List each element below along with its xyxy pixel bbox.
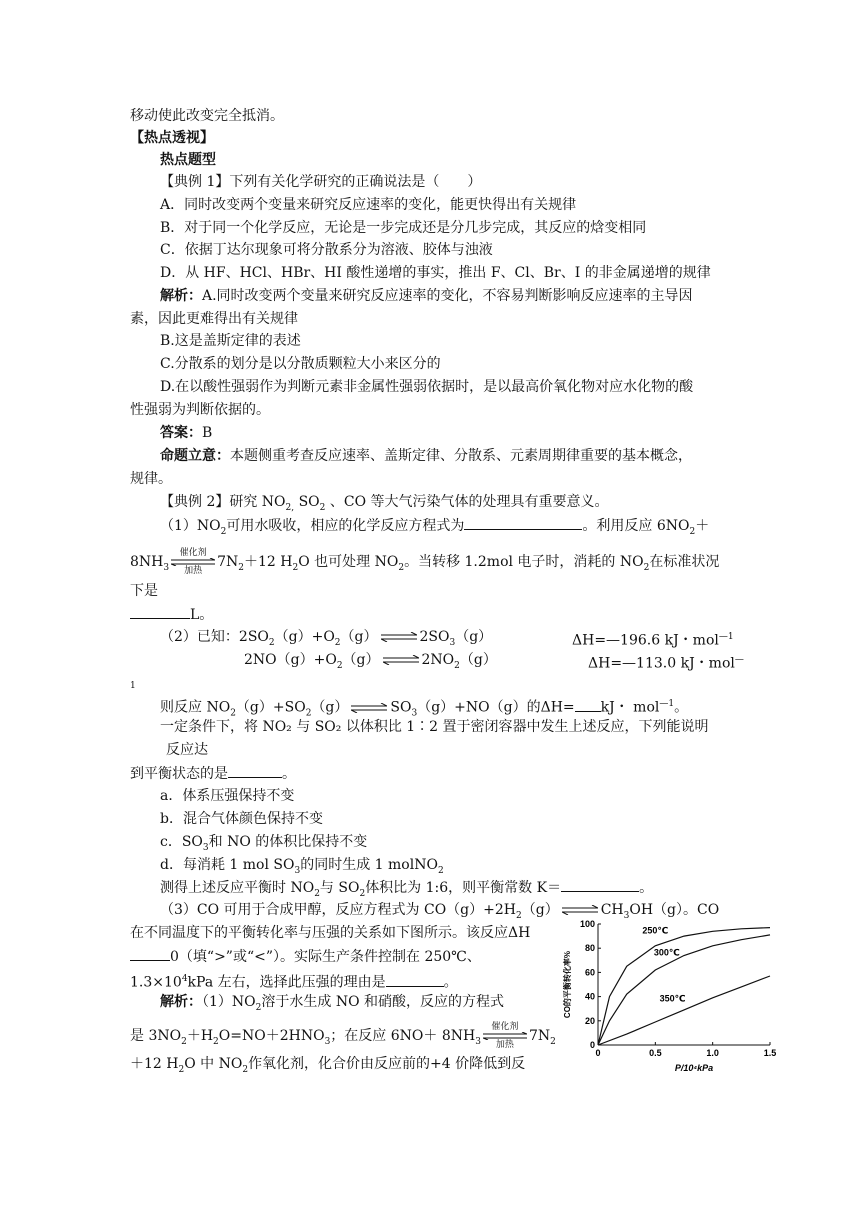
- analysis-d: D.在以酸性强弱作为判断元素非金属性强弱依据时，是以最高价氧化物对应水化物的酸: [160, 379, 694, 395]
- delta-h-2: ΔH=—113.0 kJ・mol—: [588, 655, 744, 672]
- equilibrium-arrow: [351, 703, 387, 713]
- y-tick-label: 40: [584, 991, 595, 1002]
- analysis-d-cont: 性强弱为判断依据的。: [130, 402, 270, 418]
- x-tick-label: 0: [595, 1048, 601, 1058]
- solution-2: 是 $3NO_2+H_2O=NO+2HNO_3$；在反应 $6NO+ 8NH_3$ 催化剂 加热 $7N_2$: [130, 1022, 556, 1050]
- answer-blank[interactable]: [130, 946, 170, 961]
- part-2-condition: 一定条件下，将 NO₂ 与 SO₂ 以体积比 1∶2 置于密闭容器中发生上述反应，下列能说明: [160, 719, 709, 735]
- answer-blank[interactable]: [228, 763, 282, 778]
- answer-blank[interactable]: [464, 515, 582, 530]
- equilibrium-arrow: [383, 655, 419, 665]
- part-2-eq1: （2）已知：$2SO_2(g)+O_2(g)$ $2SO_3(g)$: [160, 629, 493, 648]
- part-2-prompt: 到平衡状态的是 。: [130, 763, 296, 784]
- part-2-condition-cont: 反应达: [166, 742, 208, 758]
- equilibrium-arrow: [381, 632, 417, 642]
- equilibrium-constant: 测得上述反应平衡时 $NO_2$与 $SO_2$体积比为 1:6，则平衡常数 K＝ 。: [160, 877, 653, 904]
- x-tick-label: 0.5: [649, 1048, 662, 1058]
- choice-a: a．体系压强保持不变: [160, 788, 295, 804]
- series-label-1: 300℃: [653, 947, 680, 958]
- part-3-fill: 0（填“>”或“<”）。实际生产条件控制在 250℃、: [130, 946, 481, 967]
- series-label-0: 250℃: [642, 925, 669, 936]
- series-line-2: [598, 976, 770, 1045]
- sub-heading: 热点题型: [160, 152, 216, 168]
- y-tick-label: 20: [584, 1015, 595, 1026]
- option-a: A．同时改变两个变量来研究反应速率的变化，能更快得出有关规律: [160, 197, 577, 213]
- answer-blank[interactable]: [561, 877, 639, 892]
- y-tick-label: 100: [579, 919, 595, 929]
- y-axis-label: CO的平衡转化率%: [563, 950, 572, 1019]
- wrap-fragment: 1: [130, 681, 136, 691]
- answer: 答案：B: [160, 425, 213, 441]
- y-tick-label: 0: [589, 1040, 595, 1050]
- intent: 命题立意：本题侧重考查反应速率、盖斯定律、分散系、元素周期律重要的基本概念，: [160, 448, 692, 464]
- part-3: （3）CO 可用于合成甲醇，反应方程式为 $CO(g)+2H_2(g)$ $CH_3OH(g)$。CO: [160, 902, 720, 921]
- analysis-a-cont: 素，因此更难得出有关规律: [130, 311, 298, 327]
- option-d: D．从 HF、HCl、HBr、HI 酸性递增的事实，推出 F、Cl、Br、I 的非金属递增的规律: [160, 265, 711, 281]
- example-1-question: 【典例 1】下列有关化学研究的正确说法是（ ）: [160, 174, 482, 190]
- part-1-cont: 下是: [130, 583, 158, 599]
- choice-c: c．$SO_3$和 NO 的体积比保持不变: [160, 834, 368, 853]
- part-1-blank: L。: [130, 604, 213, 625]
- part-3-cont: 在不同温度下的平衡转化率与压强的关系如下图所示。该反应ΔH: [130, 925, 531, 941]
- reaction-arrow: 催化剂 加热: [483, 1022, 527, 1050]
- part-3-pressure: $1.3\times 10^4kPa$ 左右，选择此压强的理由是 。: [130, 969, 458, 993]
- delta-h-1: ΔH=—196.6 kJ・mol$^{—1}$: [572, 632, 734, 649]
- answer-blank[interactable]: [575, 697, 601, 712]
- option-b: B．对于同一个化学反应，无论是一步完成还是分几步完成，其反应的焓变相同: [160, 220, 647, 236]
- solution-1: 解析：$(1)NO_2$溶于水生成 NO 和硝酸，反应的方程式: [160, 994, 505, 1013]
- option-c: C．依据丁达尔现象可将分散系分为溶液、胶体与浊液: [160, 242, 493, 258]
- part-1-equation: $8NH_3$ 催化剂 加热 $7N_2+12$ $H_2O$ 也可处理 $NO_2$。当转移 1.2mol 电子时，消耗的 $NO_2$在标准状况: [130, 548, 720, 576]
- choice-b: b．混合气体颜色保持不变: [160, 811, 323, 827]
- solution-3: ＋12 $H_2O$ 中 $NO_2$作氧化剂，化合价由反应前的+4 价降低到反: [130, 1056, 526, 1075]
- x-axis-label: P/10⁴kPa: [674, 1063, 714, 1073]
- part-2-eq2: $2NO(g)+O_2(g)$ $2NO_2(g)$: [244, 652, 497, 671]
- x-tick-label: 1.0: [706, 1048, 719, 1058]
- series-line-1: [598, 935, 770, 1045]
- continued-text: 移动使此改变完全抵消。: [130, 108, 284, 124]
- intent-cont: 规律。: [130, 471, 172, 487]
- part-1: $(1)NO_2$可用水吸收，相应的化学反应方程式为 。利用反应 $6NO_2+$: [160, 515, 709, 542]
- series-label-2: 350℃: [659, 993, 686, 1004]
- analysis-b: B.这是盖斯定律的表述: [160, 333, 301, 349]
- section-heading: 【热点透视】: [130, 130, 214, 146]
- example-2-question: 【典例 2】研究 $NO_{2,}$ $SO_2$ 、CO 等大气污染气体的处理具有重要意义。: [160, 494, 609, 513]
- x-tick-label: 1.5: [763, 1048, 777, 1058]
- choice-d: d．每消耗 1 mol $SO_3$的同时生成 1 molNO$_2$: [160, 857, 444, 876]
- analysis-c: C.分散系的划分是以分散质颗粒大小来区分的: [160, 356, 441, 372]
- answer-blank[interactable]: [386, 972, 444, 987]
- analysis-a: 解析：A.同时改变两个变量来研究反应速率的变化，不容易判断影响反应速率的主导因: [160, 288, 693, 304]
- part-2-question: 则反应 $NO_2(g)+SO_2(g)$ $SO_3(g)+NO(g)$的ΔH= kJ・ mol$^{—1}$。: [160, 694, 688, 723]
- y-tick-label: 60: [584, 967, 595, 978]
- co-conversion-chart: [560, 910, 785, 1080]
- y-tick-label: 80: [584, 943, 595, 954]
- answer-blank[interactable]: [130, 604, 190, 619]
- reaction-arrow: 催化剂 加热: [171, 548, 215, 576]
